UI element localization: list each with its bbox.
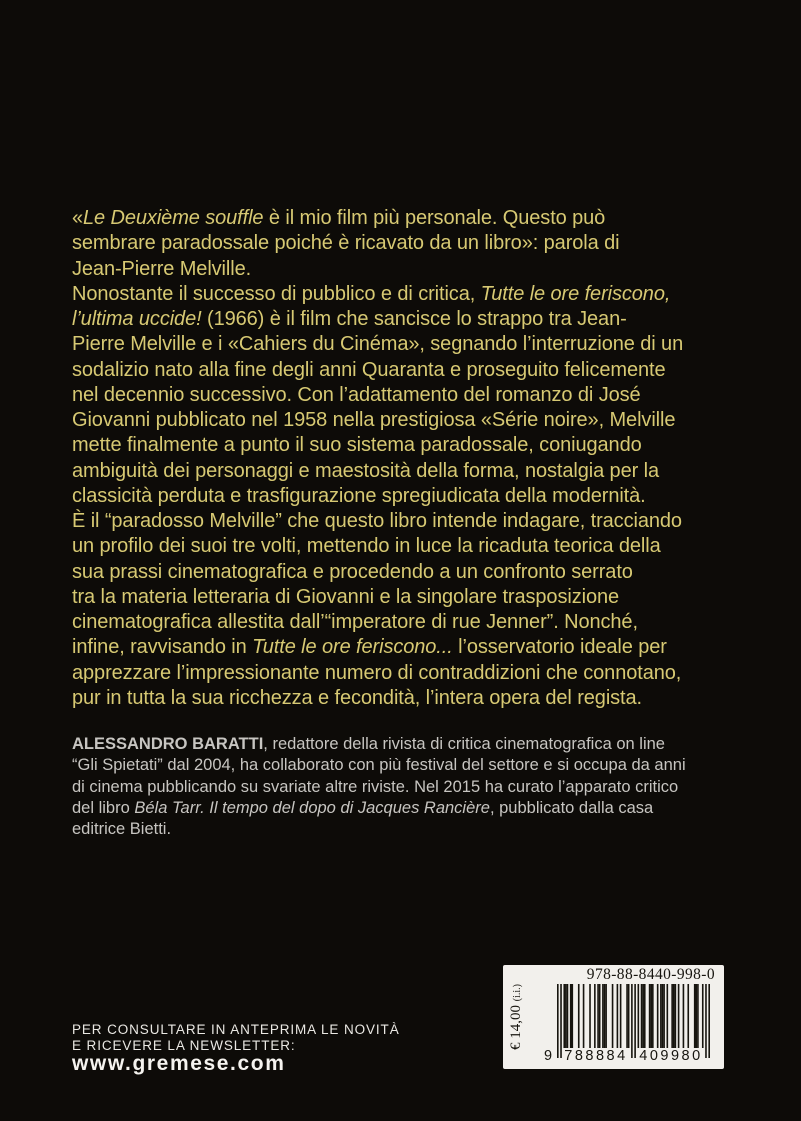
text-line: sembrare paradossale poiché è ricavato da un libro»: parola di (72, 232, 620, 255)
text-line: “Gli Spietati” dal 2004, ha collaborato con più festival del settore e si occupa da anni (72, 756, 686, 775)
ean-barcode (557, 984, 710, 1058)
text-line: classicità perduta e trasfigurazione spregiudicata della modernità. (72, 484, 646, 507)
newsletter-note (72, 1022, 400, 1075)
barcode-digits-right: 409980 (639, 1048, 703, 1064)
text-line: Jean-Pierre Melville. (72, 257, 252, 280)
text-line: nel decennio successivo. Con l’adattamento del romanzo di José (72, 383, 641, 406)
barcode-panel (503, 965, 724, 1069)
synopsis-text (72, 206, 752, 711)
text-line: editrice Bietti. (72, 820, 172, 839)
newsletter-note-line1: PER CONSULTARE IN ANTEPRIMA LE NOVITÀ (72, 1022, 400, 1037)
text-line: mette finalmente a punto il suo sistema paradossale, coniugando (72, 434, 642, 457)
text-line: del libro Béla Tarr. Il tempo del dopo di Jacques Rancière, pubblicato dalla casa (72, 798, 654, 817)
text-line: l’ultima uccide! (1966) è il film che sancisce lo strappo tra Jean- (72, 308, 627, 330)
text-line: ALESSANDRO BARATTI, redattore della rivista di critica cinematografica on line (72, 735, 665, 753)
text-line: cinematografica allestita dall’“imperatore di rue Jenner”. Nonché, (72, 611, 638, 633)
price-value: € 14,00 (508, 1004, 524, 1050)
text-line: apprezzare l’impressionante numero di contraddizioni che connotano, (72, 661, 682, 684)
text-line: È il “paradosso Melville” che questo libro intende indagare, tracciando (72, 510, 682, 532)
newsletter-note-line2: E RICEVERE LA NEWSLETTER: (72, 1038, 296, 1053)
author-bio (72, 734, 762, 840)
text-line: sodalizio nato alla fine degli anni Quaranta e proseguito felicemente (72, 358, 666, 381)
text-line: un profilo dei suoi tre volti, mettendo in luce la ricaduta teorica della (72, 535, 661, 558)
text-line: pur in tutta la sua ricchezza e fecondità, l’intera opera del regista. (72, 686, 642, 709)
price-label (503, 965, 529, 1069)
price-suffix: (i.i.) (512, 984, 523, 1002)
text-line: Nonostante il successo di pubblico e di critica, Tutte le ore feriscono, (72, 282, 671, 305)
text-line: Giovanni pubblicato nel 1958 nella prestigiosa «Série noire», Melville (72, 409, 676, 431)
text-line: sua prassi cinematografica e procedendo a un confronto serrato (72, 560, 633, 583)
text-line: infine, ravvisando in Tutte le ore feriscono... l’osservatorio ideale per (72, 636, 667, 659)
barcode-digits-left: 788884 (564, 1048, 628, 1064)
text-line: «Le Deuxième souffle è il mio film più personale. Questo può (72, 207, 606, 229)
isbn-number: 978-88-8440-998-0 (586, 966, 715, 983)
barcode-digit-leading: 9 (544, 1048, 553, 1064)
text-line: ambiguità dei personaggi e maestosità della forma, nostalgia per la (72, 459, 659, 482)
text-line: di cinema pubblicando su svariate altre riviste. Nel 2015 ha curato l’apparato critico (72, 777, 679, 796)
text-line: Pierre Melville e i «Cahiers du Cinéma», segnando l’interruzione di un (72, 333, 684, 356)
text-line: tra la materia letteraria di Giovanni e la singolare trasposizione (72, 585, 620, 608)
website-url[interactable]: www.gremese.com (72, 1052, 286, 1075)
